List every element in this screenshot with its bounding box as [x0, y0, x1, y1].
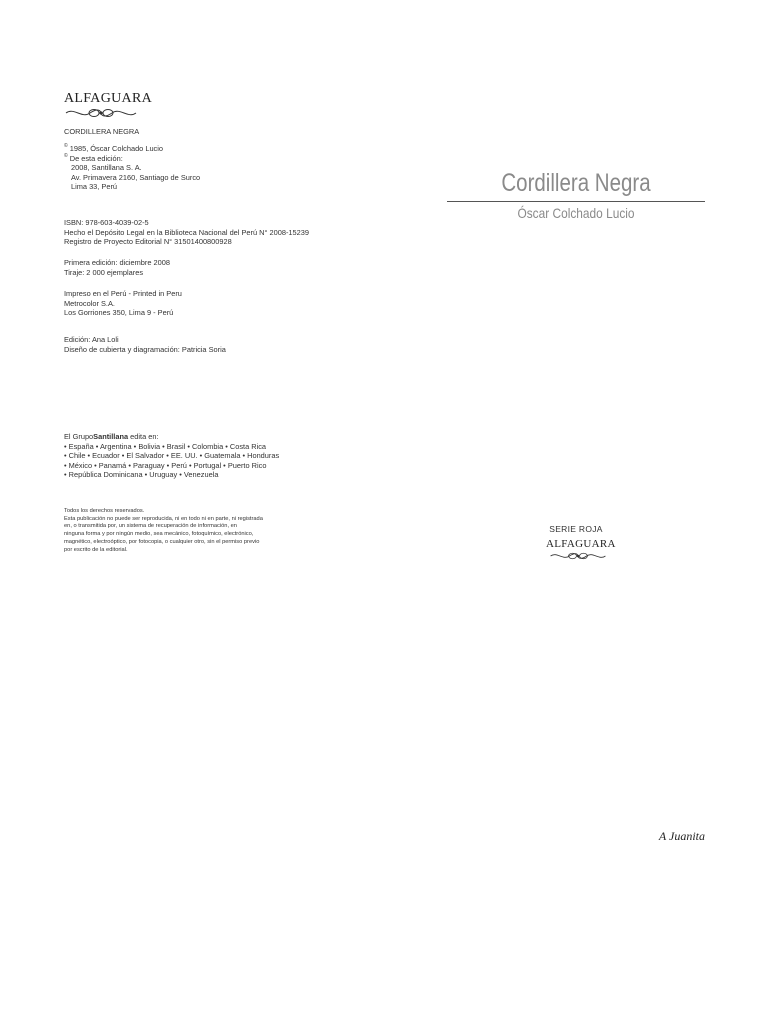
- edition-line: Primera edición: diciembre 2008: [64, 258, 170, 267]
- legal-line: por escrito de la editorial.: [64, 546, 128, 553]
- publisher-line: Av. Primavera 2160, Santiago de Surco: [71, 172, 201, 182]
- countries-line: • México • Panamá • Paraguay • Perú • Portugal • Puerto Rico: [64, 460, 267, 470]
- legal-notice: [64, 508, 270, 554]
- printer-line: Impreso en el Perú - Printed in Peru: [64, 289, 182, 298]
- isbn-block: [64, 218, 309, 247]
- countries-line: • República Dominicana • Uruguay • Venezuela: [64, 470, 219, 480]
- registro-line: Registro de Proyecto Editorial N° 31501400800928: [64, 237, 232, 247]
- isbn-line: ISBN: 978-603-4039-02-5: [64, 218, 149, 227]
- credit-line: Diseño de cubierta y diagramación: Patricia Soria: [64, 344, 226, 354]
- santillana-block: [64, 432, 279, 480]
- book-author: Óscar Colchado Lucio: [517, 205, 635, 221]
- copyright-block: [64, 144, 200, 192]
- printer-line: Metrocolor S.A.: [64, 298, 115, 308]
- legal-line: ninguna forma y por ningún medio, sea mecánico, fotoquímico, electrónico,: [64, 531, 254, 538]
- edition-block: [64, 258, 170, 277]
- title-divider: [447, 201, 705, 202]
- copyright-title: [64, 127, 139, 137]
- legal-line: Todos los derechos reservados.: [64, 508, 145, 514]
- publisher-logo: [64, 92, 314, 119]
- series-publisher-logo: [546, 538, 616, 561]
- legal-line: magnético, electroóptico, por fotocopia, o cualquier otro, sin el permiso previo: [64, 538, 260, 545]
- credit-line: Edición: Ana Loli: [64, 335, 119, 344]
- credits-block: [64, 335, 226, 354]
- copyright-line-2: © De esta edición:: [64, 152, 123, 163]
- series-label: SERIE ROJA: [549, 524, 603, 534]
- legal-line: en, o transmitida por, un sistema de recuperación de información, en: [64, 523, 237, 530]
- countries-line: • España • Argentina • Bolivia • Brasil • Colombia • Costa Rica: [64, 441, 267, 451]
- book-title-caps: CORDILLERA NEGRA: [64, 127, 140, 136]
- publisher-line: Lima 33, Perú: [71, 182, 118, 192]
- deposito-legal-line: Hecho el Depósito Legal en la Biblioteca Nacional del Perú N° 2008-15239: [64, 227, 309, 237]
- legal-line: Esta publicación no puede ser reproducida, ni en todo ni en parte, ni registrada: [64, 515, 263, 522]
- publisher-logo-text: ALFAGUARA: [64, 91, 152, 106]
- grupo-line: El GrupoSantillana edita en:: [64, 432, 159, 441]
- alfaguara-swirl-logo-icon: [549, 551, 607, 561]
- book-title: Cordillera Negra: [501, 169, 651, 197]
- countries-line: • Chile • Ecuador • El Salvador • EE. UU. • Guatemala • Honduras: [64, 451, 280, 461]
- printer-line: Los Gorriones 350, Lima 9 - Perú: [64, 308, 174, 318]
- printer-block: [64, 289, 182, 318]
- alfaguara-swirl-logo-icon: [64, 107, 138, 119]
- series-publisher-logo-text: ALFAGUARA: [546, 538, 616, 550]
- publisher-line: 2008, Santillana S. A.: [71, 163, 142, 173]
- dedication: A Juanita: [658, 829, 705, 843]
- copyright-line-1: © 1985, Óscar Colchado Lucio: [64, 143, 164, 153]
- print-run-line: Tiraje: 2 000 ejemplares: [64, 267, 144, 277]
